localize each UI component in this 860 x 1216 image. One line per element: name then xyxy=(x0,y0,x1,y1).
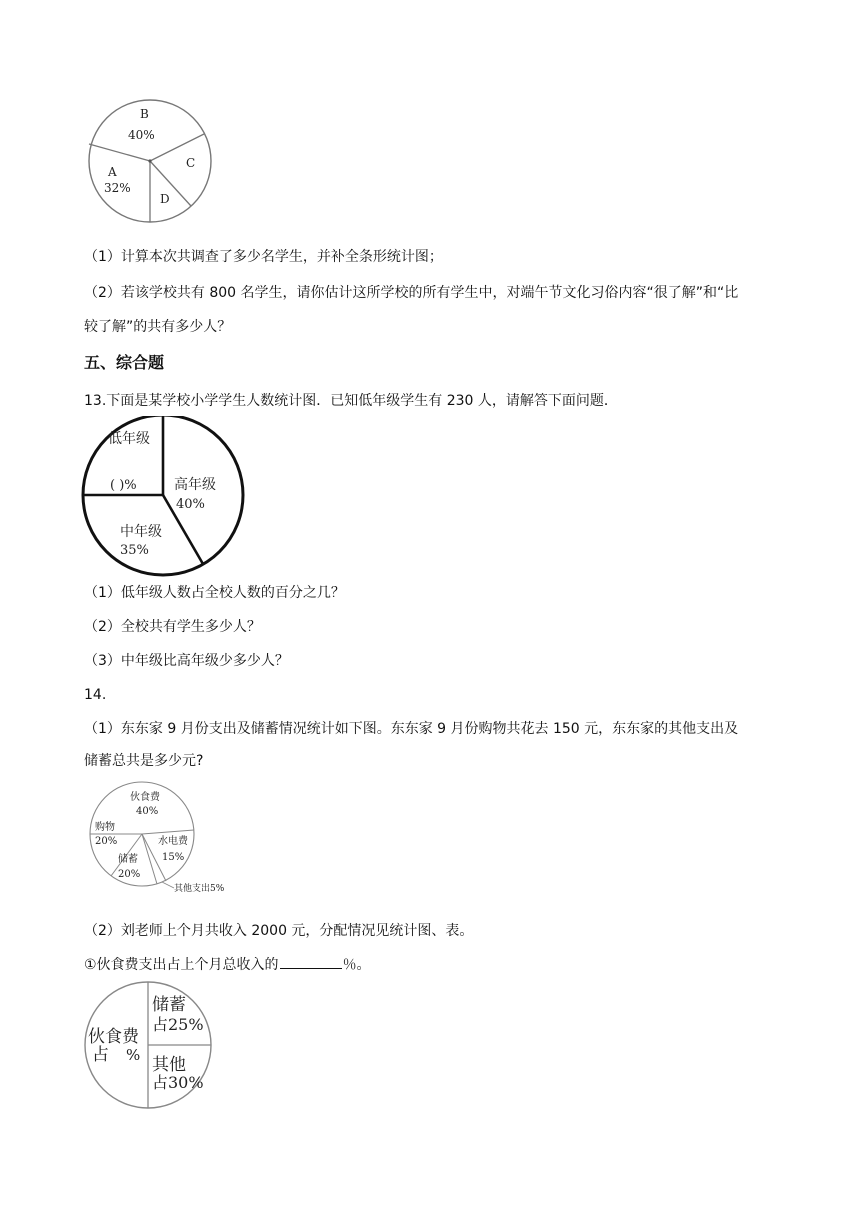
high-grade-label: 高年级 xyxy=(174,477,216,493)
q14-sub1-line2: 储蓄总共是多少元? xyxy=(84,753,204,769)
q14-sub1-line1: （1）东东家 9 月份支出及储蓄情况统计如下图。东东家 9 月份购物共花去 150 元，东东家的其他支出及 xyxy=(84,721,739,737)
low-grade-label: 低年级 xyxy=(108,431,150,447)
savings-line2: 占25% xyxy=(152,1015,204,1034)
answer-blank[interactable] xyxy=(280,954,342,969)
q13-sub2: （2）全校共有学生多少人？ xyxy=(84,619,261,635)
pie-chart-abcd xyxy=(84,96,224,230)
q14-number: 14. xyxy=(84,687,107,703)
q13-stem: 13.下面是某学校小学学生人数统计图．已知低年级学生有 230 人，请解答下面问题． xyxy=(84,393,618,409)
question-1: （1）计算本次共调查了多少名学生，并补全条形统计图； xyxy=(84,249,443,265)
q13-sub1: （1）低年级人数占全校人数的百分之几？ xyxy=(84,585,345,601)
section-title: 五、综合题 xyxy=(84,353,165,372)
slice-a-pct: 32% xyxy=(104,181,131,195)
savings-line1: 储蓄 xyxy=(152,995,186,1015)
q13-sub3: （3）中年级比高年级少多少人？ xyxy=(84,653,289,669)
food-pct: 40% xyxy=(136,806,159,817)
question-2-line2: 较了解”的共有多少人？ xyxy=(84,319,232,335)
pie-chart-income xyxy=(82,980,222,1112)
slice-c-label: C xyxy=(186,156,196,170)
savings-label: 储蓄 xyxy=(118,854,138,865)
high-grade-pct: 40% xyxy=(176,497,205,512)
food-label: 伙食费 xyxy=(130,792,160,803)
mid-grade-pct: 35% xyxy=(120,543,149,558)
other-line1: 其他 xyxy=(152,1055,186,1075)
item1-suffix: ％。 xyxy=(342,957,371,973)
slice-d-label: D xyxy=(160,192,170,206)
shopping-pct: 20% xyxy=(95,836,118,847)
q14-sub2: （2）刘老师上个月共收入 2000 元，分配情况见统计图、表。 xyxy=(84,923,474,939)
savings-pct: 20% xyxy=(118,869,141,880)
pie-chart-grades xyxy=(80,416,250,578)
shopping-label: 购物 xyxy=(95,822,115,833)
other-line2: 占30% xyxy=(152,1073,204,1092)
food-pct: % xyxy=(126,1046,141,1064)
item1-prefix: ①伙食费支出占上个月总收入的 xyxy=(84,957,279,973)
low-grade-pct: ( )% xyxy=(110,478,137,493)
other-label: 其他支出5% xyxy=(174,884,225,894)
mid-grade-label: 中年级 xyxy=(120,524,162,540)
utility-pct: 15% xyxy=(162,852,185,863)
q14-sub2-item1 xyxy=(84,954,371,976)
slice-a-label: A xyxy=(108,165,117,179)
food-line2: 占 xyxy=(92,1045,109,1065)
question-2-line1: （2）若该学校共有 800 名学生，请你估计这所学校的所有学生中，对端午节文化习俗内容“很了解”和“比 xyxy=(84,285,739,301)
slice-b-label: B xyxy=(140,107,149,121)
utility-label: 水电费 xyxy=(158,836,188,847)
pie-chart-household xyxy=(86,780,256,896)
food-line1: 伙食费 xyxy=(88,1027,139,1047)
slice-b-pct: 40% xyxy=(128,128,155,142)
